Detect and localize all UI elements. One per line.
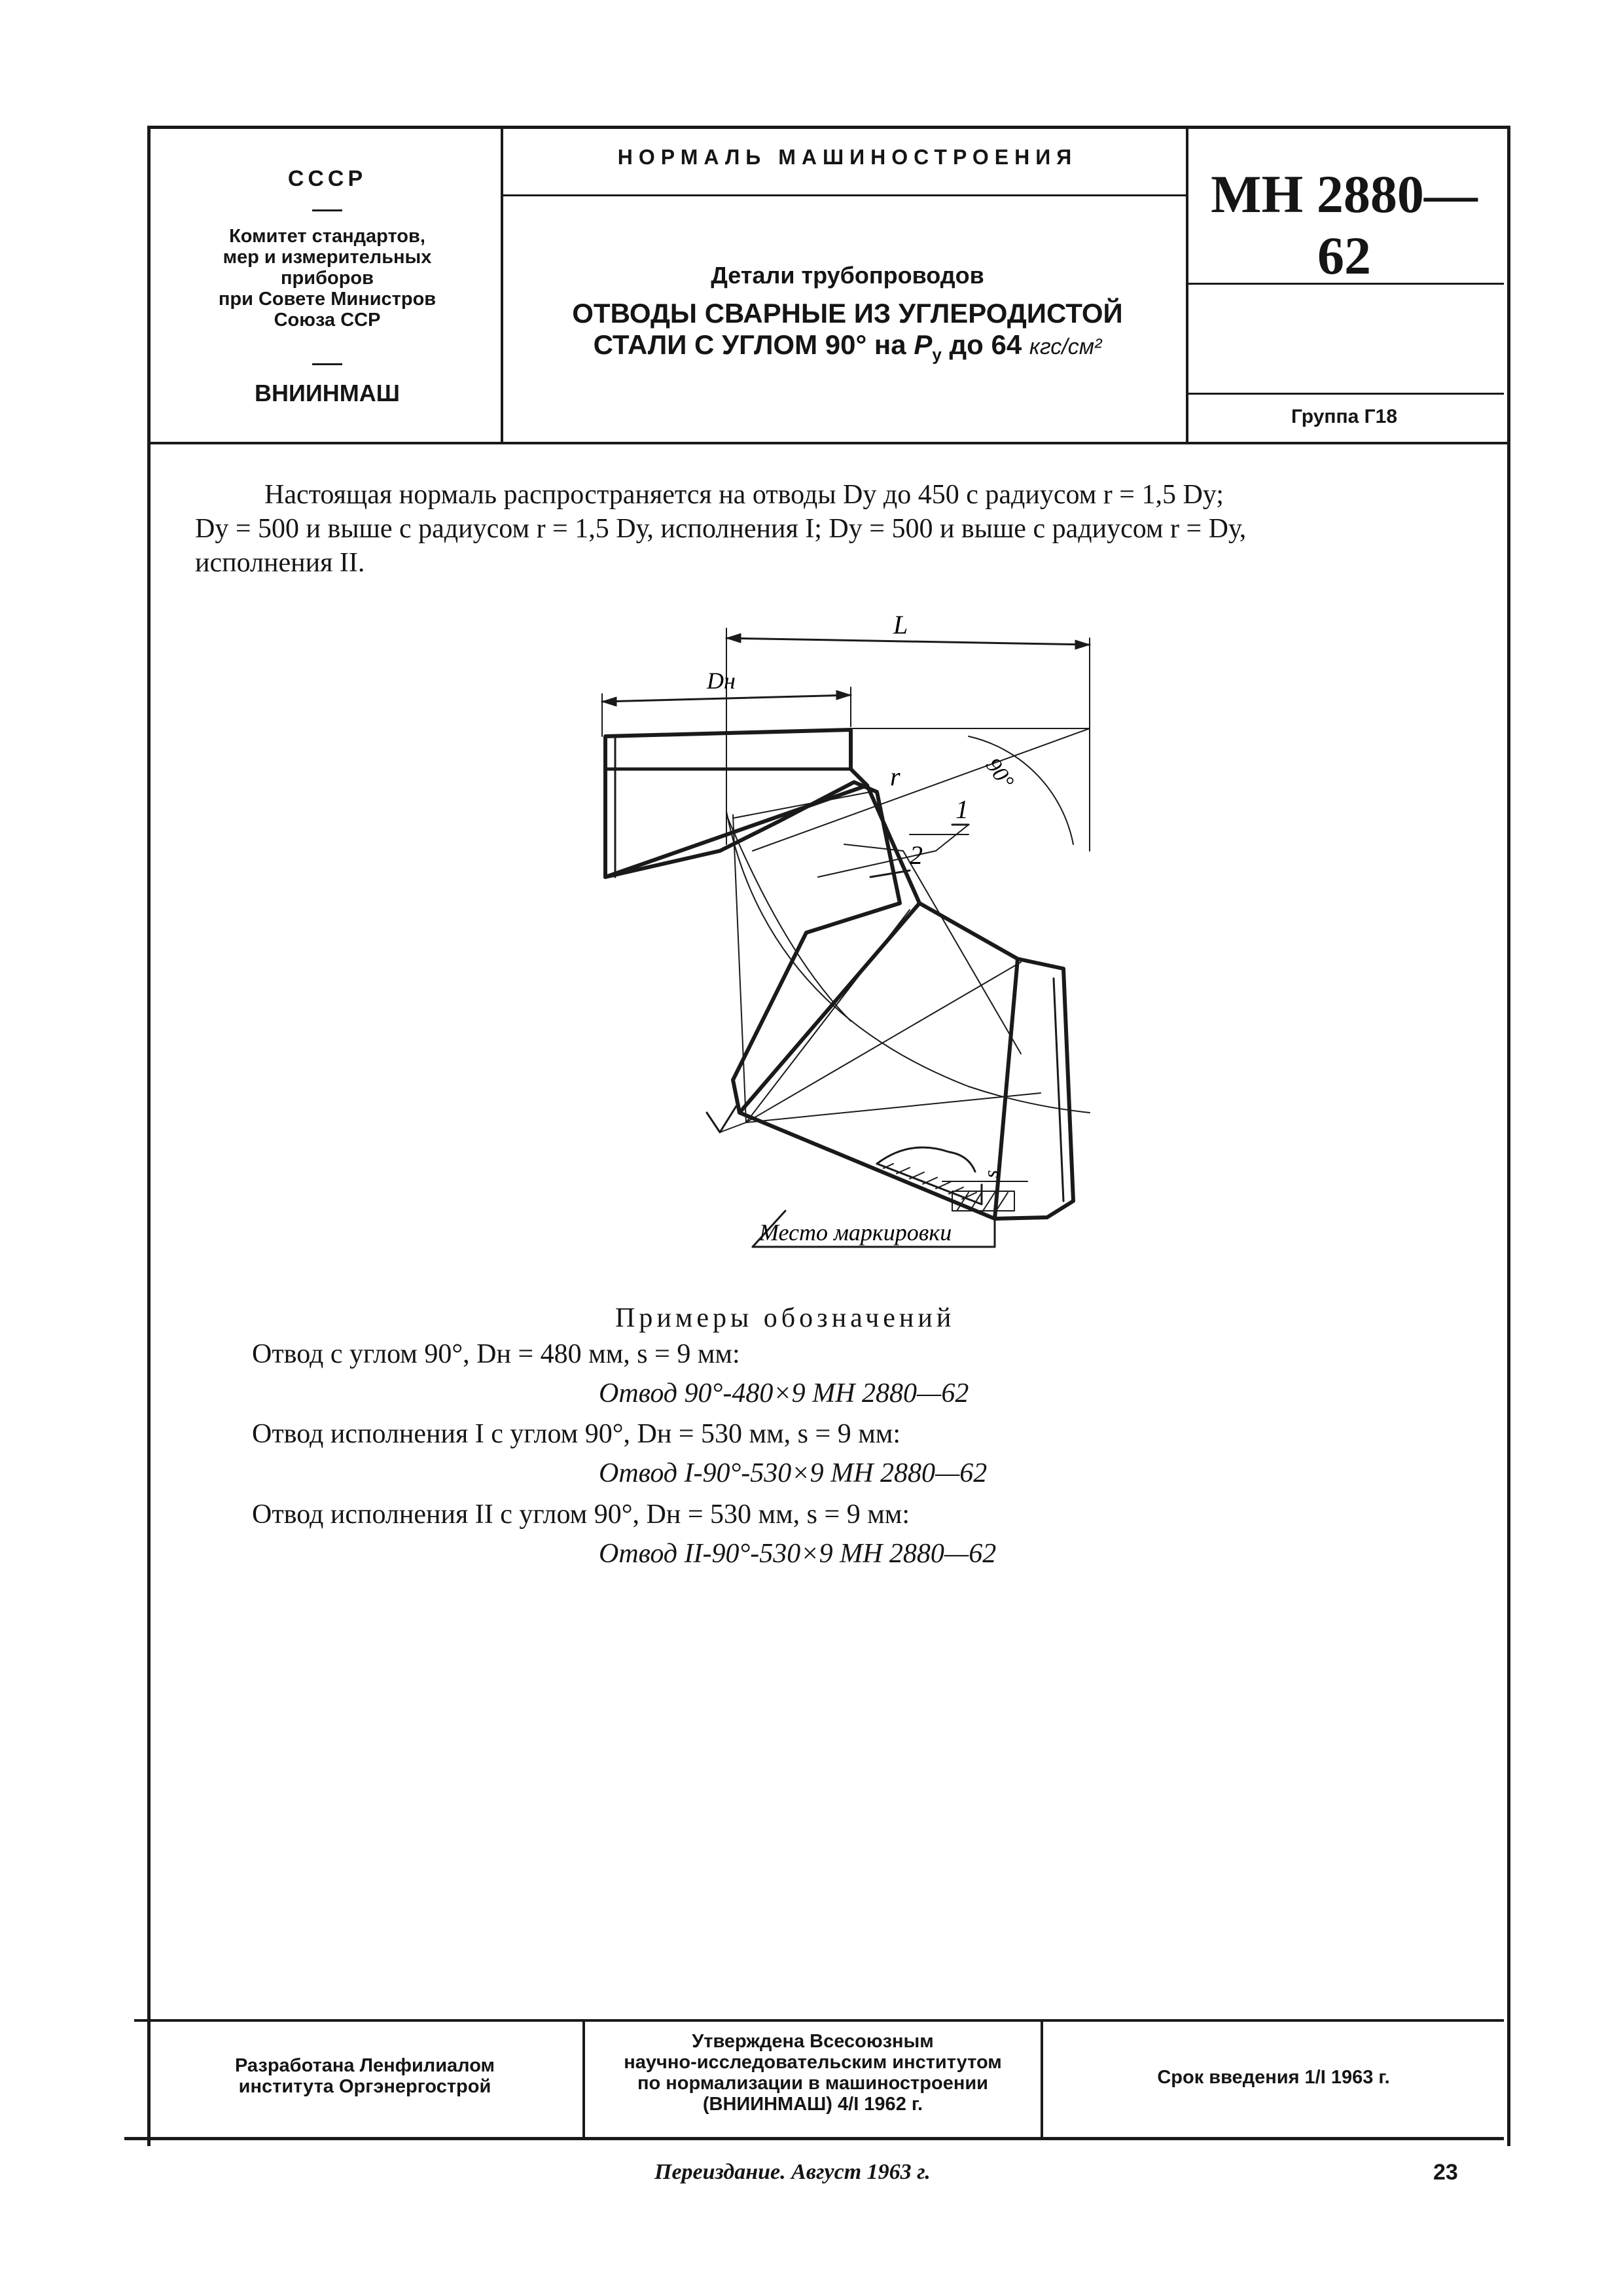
group-label: Группа Г18 (1291, 406, 1398, 427)
angle-label: 90° (980, 753, 1019, 793)
callout-1: 1 (955, 795, 969, 824)
committee-line: при Совете Министров (218, 289, 437, 310)
example-designation: Отвод I-90°-530×9 МН 2880—62 (599, 1458, 988, 1488)
dimension-dn-label: Dн (707, 668, 736, 694)
intro-line: исполнения II. (195, 548, 365, 578)
series-title: НОРМАЛЬ МАШИНОСТРОЕНИЯ (617, 145, 1078, 169)
intro-line: Dу = 500 и выше с радиусом r = 1,5 Dу, исполнения I; Dу = 500 и выше с радиусом r = Dу, (195, 514, 1247, 544)
page-number: 23 (1433, 2160, 1458, 2185)
example-text: Отвод исполнения II с углом 90°, Dн = 530 мм, s = 9 мм: (252, 1499, 910, 1530)
committee-line: приборов (281, 268, 374, 289)
committee-line: мер и измерительных (223, 247, 432, 268)
title-line-2: СТАЛИ С УГЛОМ 90° на $P_у$ до 64 кгс/см² (593, 329, 1102, 365)
thickness-label: s (979, 1170, 1003, 1178)
country-label: СССР (287, 166, 367, 191)
callout-2: 2 (910, 840, 923, 870)
institute-label: ВНИИНМАШ (255, 380, 400, 406)
dimension-L-label: L (893, 610, 908, 639)
effective-date: Срок введения 1/I 1963 г. (1157, 2067, 1390, 2088)
example-designation: Отвод 90°-480×9 МН 2880—62 (599, 1378, 969, 1408)
example-text: Отвод исполнения I с углом 90°, Dн = 530 мм, s = 9 мм: (252, 1419, 901, 1449)
example-text: Отвод с углом 90°, Dн = 480 мм, s = 9 мм: (252, 1339, 740, 1369)
footer-top-rule (134, 2019, 1504, 2022)
examples-heading: Примеры обозначений (615, 1303, 955, 1333)
reprint-note: Переиздание. Август 1963 г. (654, 2160, 931, 2184)
title-line-1: ОТВОДЫ СВАРНЫЕ ИЗ УГЛЕРОДИСТОЙ (572, 298, 1123, 329)
footer-bottom-rule (124, 2137, 1504, 2140)
standard-code: МН 2880—62 (1211, 164, 1478, 285)
subtitle: Детали трубопроводов (711, 262, 984, 289)
marking-place-label: Место маркировки (759, 1219, 952, 1246)
intro-line: Настоящая нормаль распространяется на отводы Dу до 450 с радиусом r = 1,5 Dу; (264, 480, 1224, 510)
approved-by: Утверждена Всесоюзным научно-исследовательским институтом по нормализации в машиностроении (ВНИИНМАШ) 4/I 1962 г. (624, 2031, 1002, 2115)
committee-line: Комитет стандартов, (229, 226, 425, 247)
radius-label: r (890, 762, 901, 791)
example-designation: Отвод II-90°-530×9 МН 2880—62 (599, 1539, 997, 1569)
developed-by: Разработана Ленфилиалом института Оргэнергострой (234, 2055, 495, 2097)
committee-line: Союза ССР (274, 310, 381, 331)
